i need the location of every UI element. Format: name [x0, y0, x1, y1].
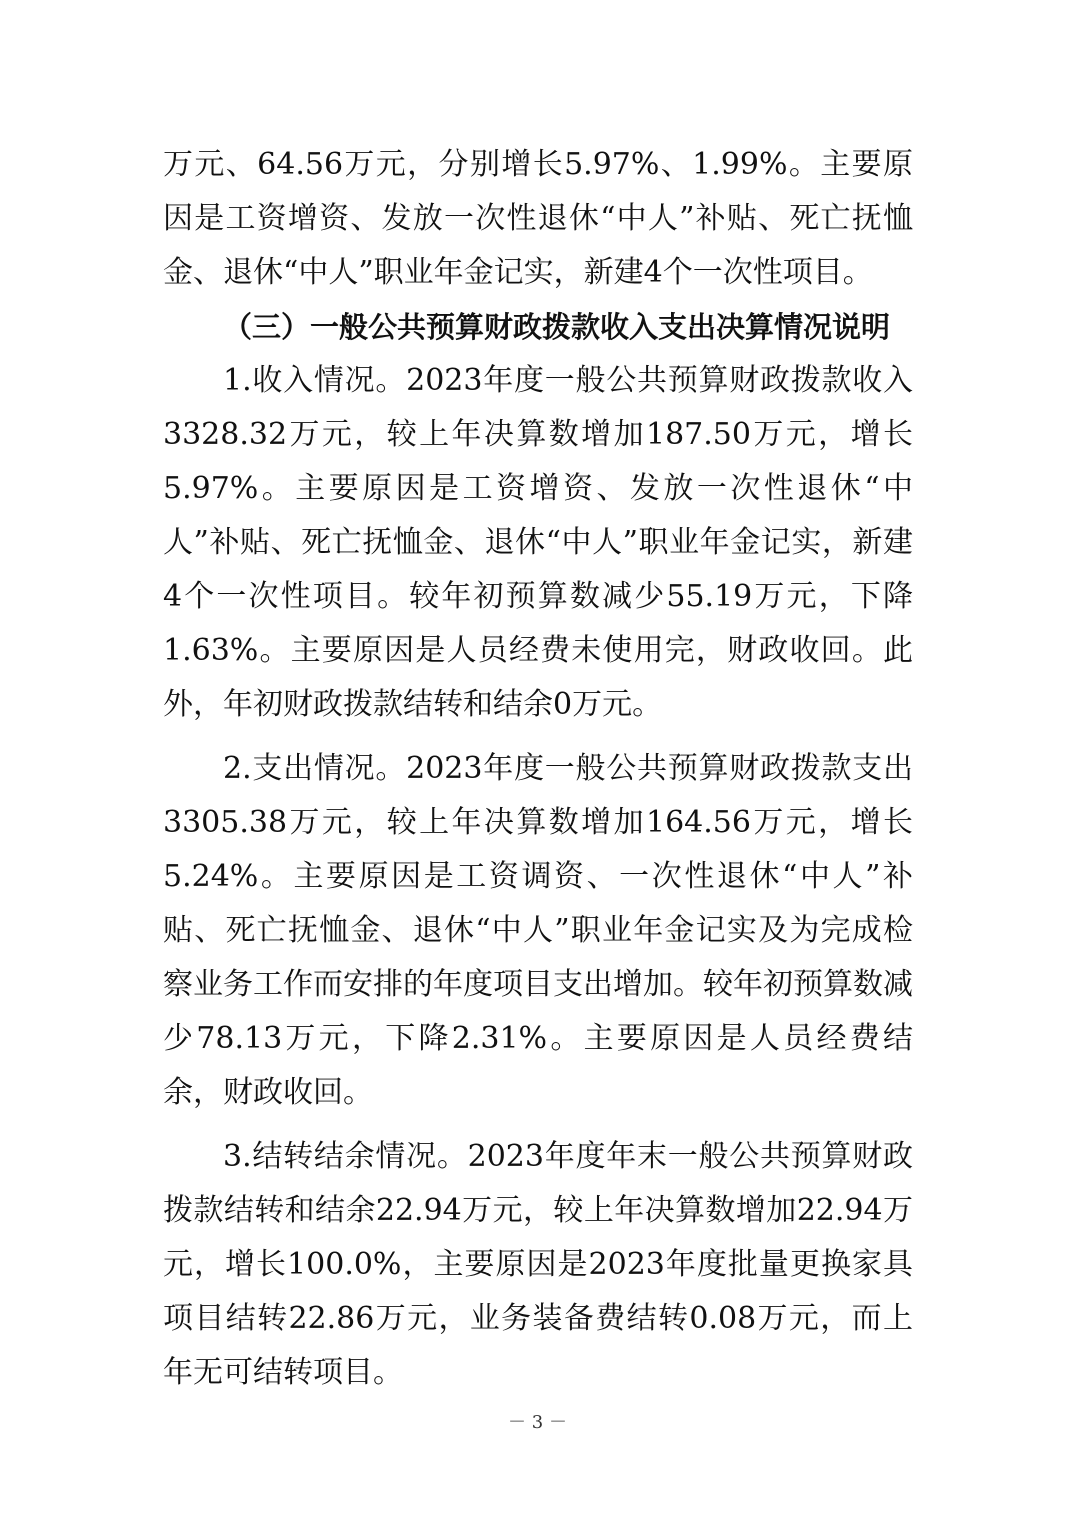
- paragraph-continuation: 万元、64.56万元，分别增长5.97%、1.99%。主要原因是工资增资、发放一次性退休“中人”补贴、死亡抚恤金、退休“中人”职业年金记实，新建4个一次性项目。: [163, 147, 913, 290]
- page-number: － 3 －: [508, 1412, 567, 1433]
- document-body: [163, 138, 913, 1400]
- paragraph-income: 1.收入情况。2023年度一般公共预算财政拨款收入3328.32万元，较上年决算数增加187.50万元，增长5.97%。主要原因是工资增资、发放一次性退休“中人”补贴、死亡抚恤金、退休“中人”职业年金记实，新建4个一次性项目。较年初预算数减少55.19万元，下降1.63%。主要原因是人员经费未使用完，财政收回。此外，年初财政拨款结转和结余0万元。: [163, 363, 913, 722]
- section-heading: （三）一般公共预算财政拨款收入支出决算情况说明: [223, 310, 891, 344]
- paragraph-expenditure: 2.支出情况。2023年度一般公共预算财政拨款支出3305.38万元，较上年决算数增加164.56万元，增长5.24%。主要原因是工资调资、一次性退休“中人”补贴、死亡抚恤金、退休“中人”职业年金记实及为完成检察业务工作而安排的年度项目支出增加。较年初预算数减少78.13万元，下降2.31%。主要原因是人员经费结余，财政收回。: [163, 751, 913, 1110]
- paragraph-carryover: 3.结转结余情况。2023年度年末一般公共预算财政拨款结转和结余22.94万元，较上年决算数增加22.94万元，增长100.0%，主要原因是2023年度批量更换家具项目结转22.86万元，业务装备费结转0.08万元，而上年无可结转项目。: [163, 1139, 913, 1390]
